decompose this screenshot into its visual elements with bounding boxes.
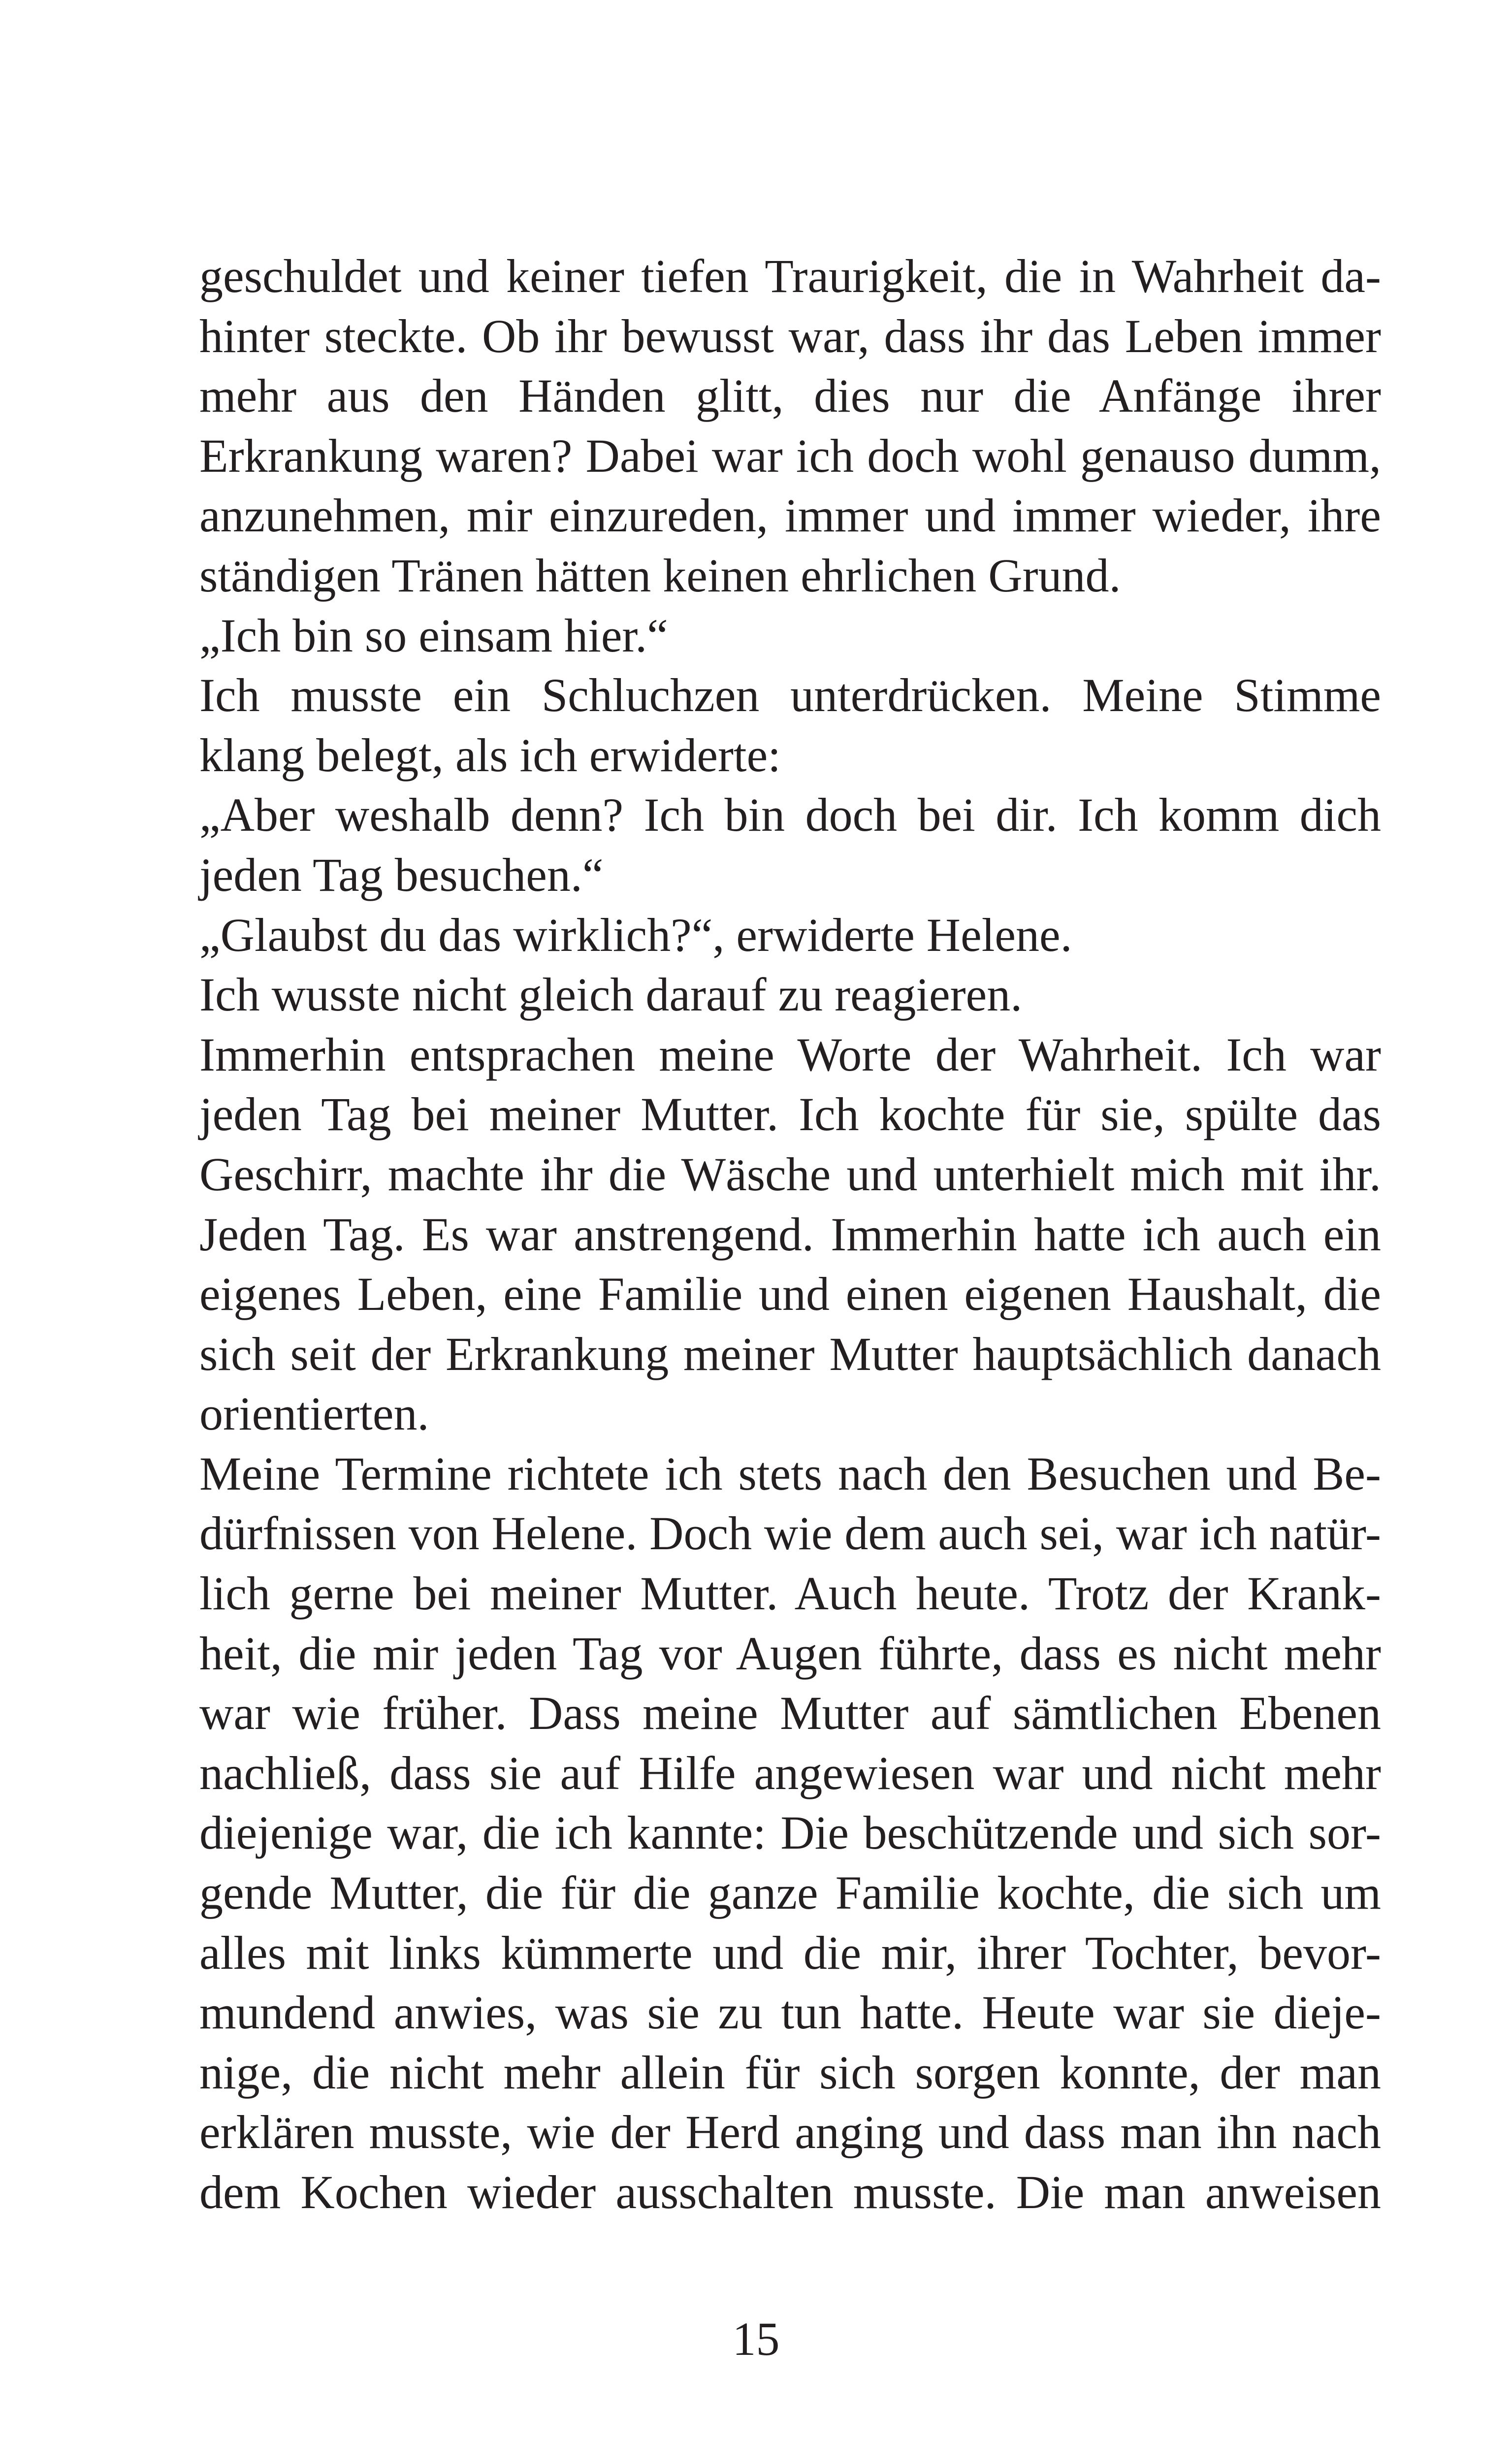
page-number: 15: [732, 2313, 780, 2365]
body-text: [199, 246, 1381, 2222]
text-line: „Aber weshalb denn? Ich bin doch bei dir. Ich komm dich: [199, 788, 1381, 842]
text-line: Ich musste ein Schluchzen unterdrücken. Meine Stimme: [199, 669, 1381, 722]
text-line: anzunehmen, mir einzureden, immer und immer wieder, ihre: [199, 489, 1381, 542]
text-line: sich seit der Erkrankung meiner Mutter hauptsächlich danach: [199, 1327, 1381, 1380]
text-line: „Ich bin so einsam hier.“: [199, 609, 668, 662]
text-line: eigenes Leben, eine Familie und einen eigenen Haushalt, die: [199, 1268, 1381, 1321]
text-line: Jeden Tag. Es war anstrengend. Immerhin hatte ich auch ein: [199, 1207, 1381, 1261]
text-line: dürfnissen von Helene. Doch wie dem auch sei, war ich natür-: [199, 1507, 1381, 1560]
text-line: gende Mutter, die für die ganze Familie kochte, die sich um: [199, 1866, 1381, 1920]
text-line: war wie früher. Dass meine Mutter auf sämtlichen Ebenen: [199, 1687, 1381, 1740]
text-line: lich gerne bei meiner Mutter. Auch heute. Trotz der Krank-: [199, 1567, 1381, 1620]
text-line: diejenige war, die ich kannte: Die beschützende und sich sor-: [199, 1806, 1381, 1859]
text-line: mundend anwies, was sie zu tun hatte. Heute war sie dieje-: [199, 1986, 1381, 2039]
text-line: „Glaubst du das wirklich?“, erwiderte Helene.: [199, 908, 1072, 961]
text-line: mehr aus den Händen glitt, dies nur die Anfänge ihrer: [199, 369, 1381, 423]
text-line: Ich wusste nicht gleich darauf zu reagieren.: [199, 968, 1023, 1021]
text-line: klang belegt, als ich erwiderte:: [199, 728, 781, 782]
text-line: alles mit links kümmerte und die mir, ihrer Tochter, bevor-: [199, 1926, 1381, 1979]
text-line: geschuldet und keiner tiefen Traurigkeit, die in Wahrheit da-: [199, 250, 1381, 302]
text-line: dem Kochen wieder ausschalten musste. Die man anweisen: [199, 2166, 1381, 2218]
text-line: nachließ, dass sie auf Hilfe angewiesen war und nicht mehr: [199, 1746, 1381, 1799]
text-line: orientierten.: [199, 1387, 429, 1440]
text-line: jeden Tag bei meiner Mutter. Ich kochte für sie, spülte das: [199, 1088, 1381, 1141]
text-line: heit, die mir jeden Tag vor Augen führte, dass es nicht mehr: [199, 1627, 1381, 1680]
text-line: Geschirr, machte ihr die Wäsche und unterhielt mich mit ihr.: [199, 1147, 1381, 1201]
text-line: erklären musste, wie der Herd anging und dass man ihn nach: [199, 2106, 1381, 2159]
text-line: ständigen Tränen hätten keinen ehrlichen Grund.: [199, 549, 1121, 602]
text-line: Meine Termine richtete ich stets nach den Besuchen und Be-: [199, 1447, 1381, 1500]
text-line: nige, die nicht mehr allein für sich sorgen konnte, der man: [199, 2046, 1381, 2099]
text-line: hinter steckte. Ob ihr bewusst war, dass ihr das Leben immer: [199, 309, 1381, 362]
text-line: Erkrankung waren? Dabei war ich doch wohl genauso dumm,: [199, 429, 1381, 482]
text-line: Immerhin entsprachen meine Worte der Wahrheit. Ich war: [199, 1028, 1381, 1081]
text-line: jeden Tag besuchen.“: [199, 848, 604, 901]
